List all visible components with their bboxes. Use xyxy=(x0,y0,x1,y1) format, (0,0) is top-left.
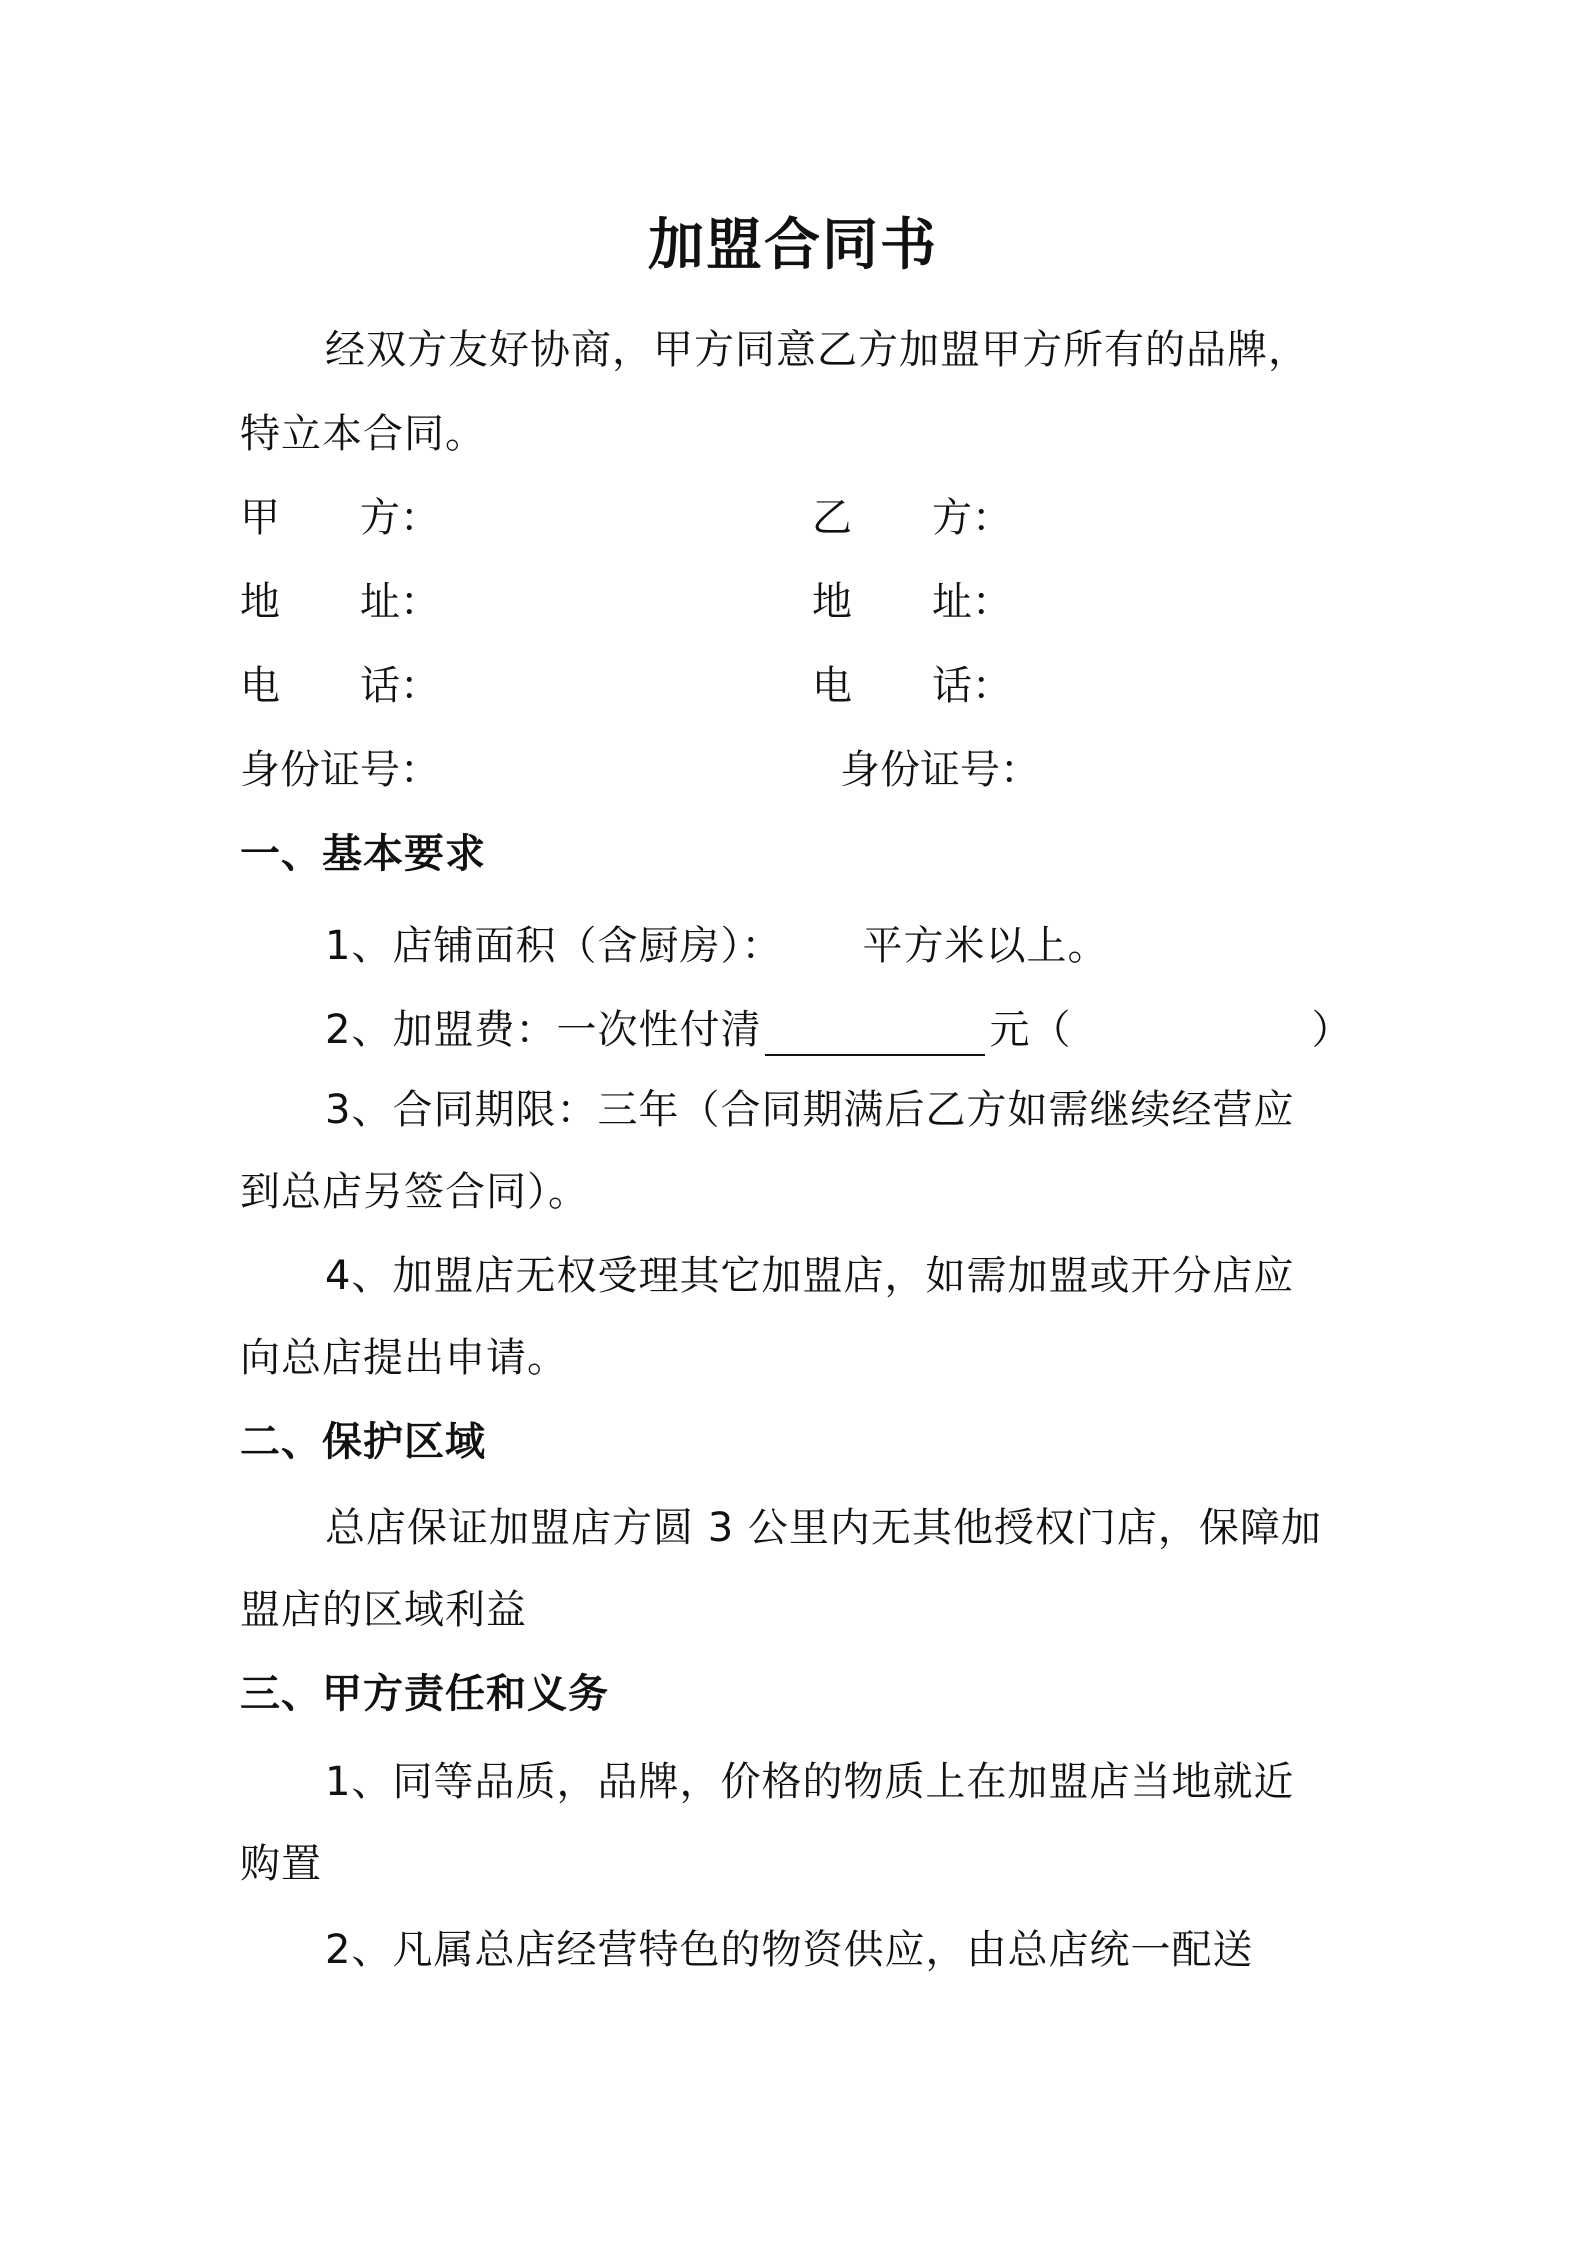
section-2-body-line-1: 总店保证加盟店方圆 3 公里内无其他授权门店，保障加 xyxy=(325,1505,1322,1551)
party-b-address-label: 地 址： xyxy=(812,579,1012,625)
intro-line-2: 特立本合同。 xyxy=(240,411,486,457)
party-a-phone-label: 电 话： xyxy=(240,663,440,709)
section-1-item-3-line-1: 3、合同期限：三年（合同期满后乙方如需继续经营应 xyxy=(325,1087,1295,1133)
party-a-id-label: 身份证号： xyxy=(240,747,440,793)
section-1-item-2 xyxy=(325,1004,1352,1056)
party-a-address-label: 地 址： xyxy=(240,579,440,625)
party-b-label: 乙 方： xyxy=(812,495,1012,541)
section-3-item-1-line-2: 购置 xyxy=(240,1841,322,1887)
party-b-phone-label: 电 话： xyxy=(812,663,1012,709)
section-2-heading: 二、保护区域 xyxy=(240,1419,486,1465)
item-2-text-a: 2、加盟费：一次性付清 xyxy=(325,1007,762,1053)
item-2-text-b: 元（ xyxy=(989,1007,1072,1053)
item-1-text-a: 1、店铺面积（含厨房）： xyxy=(325,923,783,969)
section-1-item-4-line-2: 向总店提出申请。 xyxy=(240,1335,568,1381)
section-2-body-line-2: 盟店的区域利益 xyxy=(240,1587,527,1633)
section-1-item-1 xyxy=(325,920,1108,972)
party-b-id-label: 身份证号： xyxy=(840,747,1040,793)
fee-blank-underline xyxy=(765,1010,985,1056)
document-title: 加盟合同书 xyxy=(648,213,938,278)
section-3-item-2-line-1: 2、凡属总店经营特色的物资供应，由总店统一配送 xyxy=(325,1927,1254,1973)
intro-line-1: 经双方友好协商，甲方同意乙方加盟甲方所有的品牌， xyxy=(325,327,1309,373)
section-1-item-4-line-1: 4、加盟店无权受理其它加盟店，如需加盟或开分店应 xyxy=(325,1253,1295,1299)
section-3-heading: 三、甲方责任和义务 xyxy=(240,1671,609,1717)
item-1-text-b: 平方米以上。 xyxy=(862,923,1109,969)
section-1-item-3-line-2: 到总店另签合同）。 xyxy=(240,1169,589,1215)
party-a-label: 甲 方： xyxy=(240,495,440,541)
section-3-item-1-line-1: 1、同等品质，品牌，价格的物质上在加盟店当地就近 xyxy=(325,1759,1295,1805)
item-2-text-c: ） xyxy=(1311,1007,1353,1053)
section-1-heading: 一、基本要求 xyxy=(240,831,486,877)
